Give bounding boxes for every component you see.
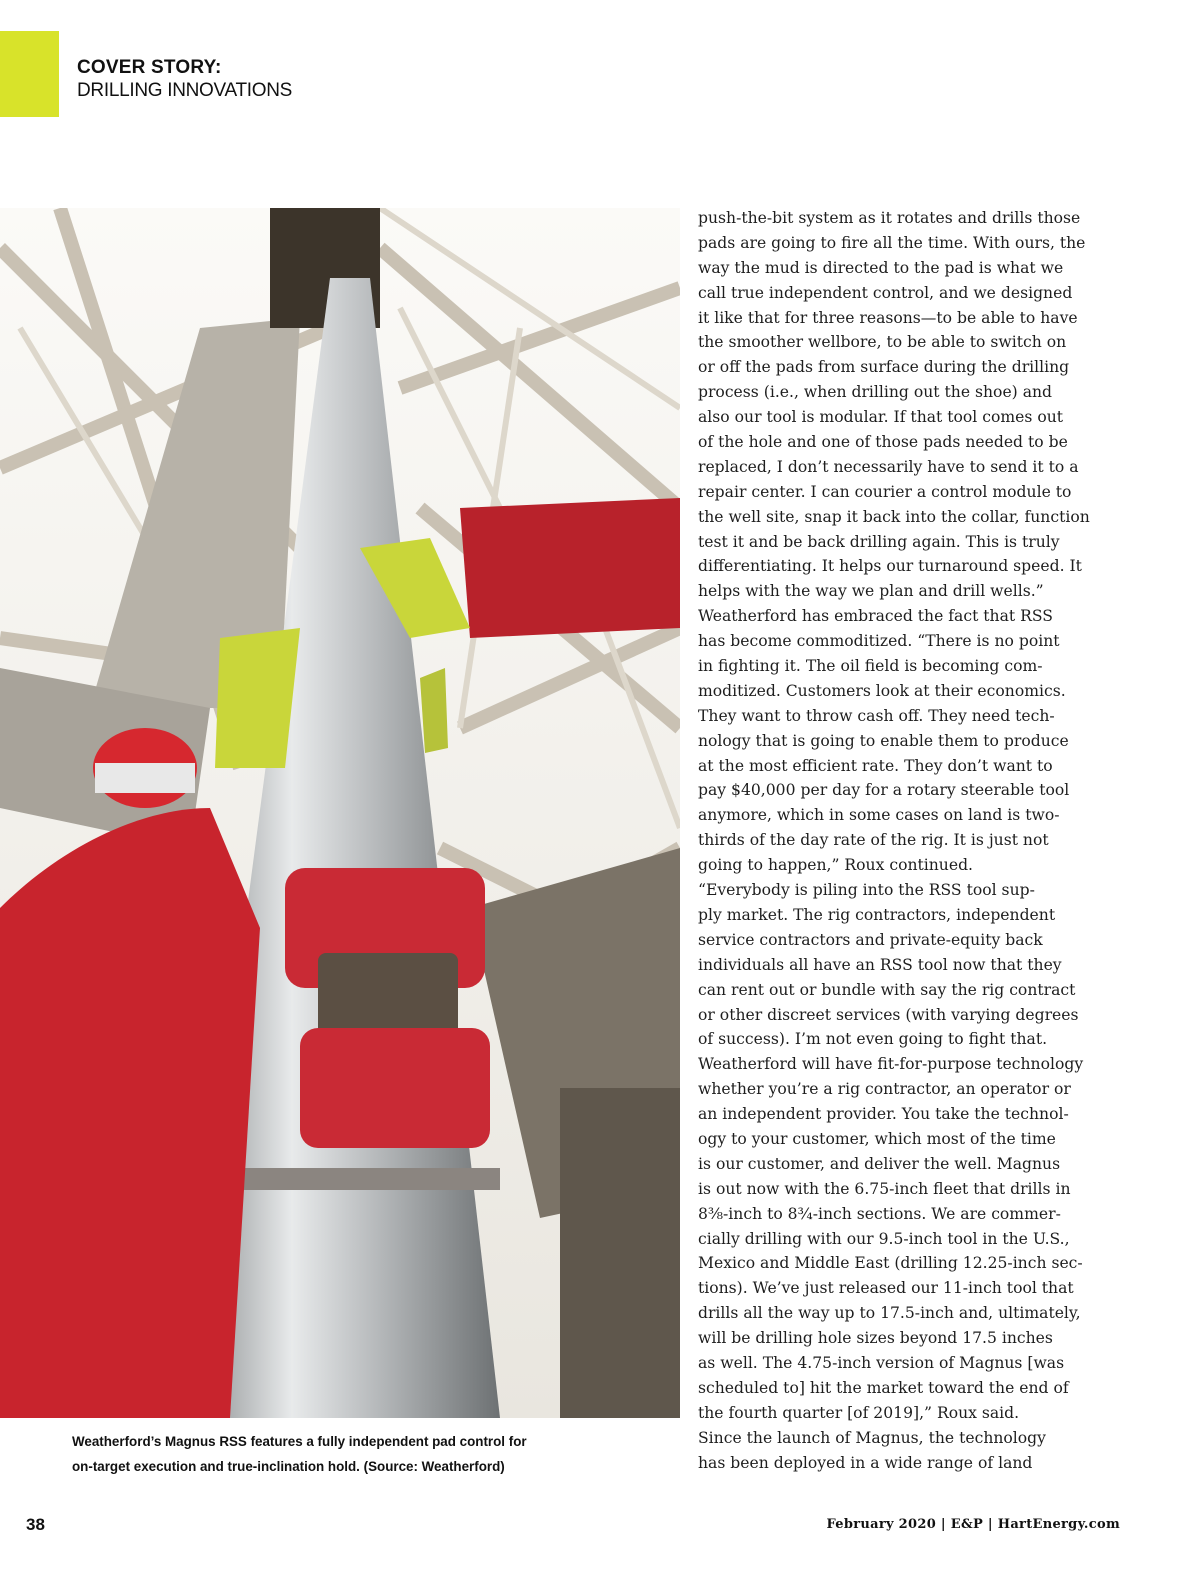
body-line: nology that is going to enable them to produce: [698, 731, 1069, 750]
article-photo: [0, 208, 680, 1418]
body-line: “Everybody is piling into the RSS tool sup-: [698, 881, 1035, 900]
body-line: can rent out or bundle with say the rig contract: [698, 980, 1076, 999]
body-line: it like that for three reasons—to be able to have: [698, 308, 1078, 327]
section-title: DRILLING INNOVATIONS: [77, 80, 292, 101]
body-line: replaced, I don’t necessarily have to send it to a: [698, 457, 1079, 476]
publication-footer: February 2020 | E&P | HartEnergy.com: [826, 1517, 1120, 1532]
body-line: push-the-bit system as it rotates and drills those: [698, 209, 1081, 227]
section-kicker: COVER STORY:: [77, 57, 222, 78]
article-body-column: [698, 206, 1128, 1475]
body-line: the fourth quarter [of 2019],” Roux said.: [698, 1403, 1020, 1422]
body-line: call true independent control, and we designed: [698, 283, 1073, 302]
body-line: 8⅜-inch to 8¾-inch sections. We are commer-: [698, 1204, 1061, 1223]
body-line: is out now with the 6.75-inch fleet that drills in: [698, 1179, 1071, 1198]
body-line: an independent provider. You take the technol-: [698, 1105, 1069, 1124]
body-line: pads are going to fire all the time. With ours, the: [698, 233, 1086, 252]
rss-tool-photo-illustration: [0, 208, 680, 1418]
body-line: the well site, snap it back into the collar, function: [698, 507, 1090, 526]
body-line: They want to throw cash off. They need tech-: [698, 706, 1055, 725]
body-line: thirds of the day rate of the rig. It is just not: [698, 831, 1049, 850]
body-line: moditized. Customers look at their economics.: [698, 681, 1066, 700]
body-line: Weatherford will have fit-for-purpose technology: [698, 1055, 1084, 1074]
body-line: anymore, which in some cases on land is two-: [698, 806, 1060, 825]
body-line: or other discreet services (with varying degrees: [698, 1005, 1079, 1024]
body-line: as well. The 4.75-inch version of Magnus [was: [698, 1353, 1065, 1372]
photo-caption: [72, 1429, 632, 1479]
caption-line: Weatherford’s Magnus RSS features a fully independent pad control for: [72, 1434, 527, 1449]
body-line: also our tool is modular. If that tool comes out: [698, 408, 1064, 427]
body-line: of success). I’m not even going to fight that.: [698, 1030, 1048, 1049]
body-line: differentiating. It helps our turnaround speed. It: [698, 557, 1082, 576]
body-line: or off the pads from surface during the drilling: [698, 358, 1070, 377]
body-line: has become commoditized. “There is no point: [698, 632, 1060, 651]
body-line: helps with the way we plan and drill wells.”: [698, 582, 1044, 601]
body-line: test it and be back drilling again. This is truly: [698, 532, 1060, 551]
caption-line: on-target execution and true-inclination hold. (Source: Weatherford): [72, 1459, 505, 1474]
body-line: scheduled to] hit the market toward the end of: [698, 1378, 1069, 1397]
body-line: Mexico and Middle East (drilling 12.25-inch sec-: [698, 1254, 1083, 1273]
body-line: ogy to your customer, which most of the time: [698, 1129, 1056, 1148]
body-line: will be drilling hole sizes beyond 17.5 inches: [698, 1329, 1053, 1348]
body-line: individuals all have an RSS tool now that they: [698, 955, 1062, 974]
body-line: Since the launch of Magnus, the technology: [698, 1428, 1046, 1447]
page-number: 38: [26, 1515, 45, 1534]
body-line: going to happen,” Roux continued.: [698, 856, 974, 875]
body-line: Weatherford has embraced the fact that RSS: [698, 607, 1053, 626]
body-line: cially drilling with our 9.5-inch tool in the U.S.,: [698, 1229, 1070, 1248]
body-line: ply market. The rig contractors, independent: [698, 905, 1056, 924]
body-line: pay $40,000 per day for a rotary steerable tool: [698, 781, 1070, 800]
body-line: the smoother wellbore, to be able to switch on: [698, 333, 1067, 352]
body-line: way the mud is directed to the pad is what we: [698, 258, 1064, 277]
body-line: tions). We’ve just released our 11-inch tool that: [698, 1279, 1074, 1298]
body-line: whether you’re a rig contractor, an operator or: [698, 1080, 1071, 1099]
section-tab-accent: [0, 31, 59, 117]
body-line: drills all the way up to 17.5-inch and, ultimately,: [698, 1304, 1081, 1323]
body-line: in fighting it. The oil field is becoming com-: [698, 657, 1043, 676]
body-line: is our customer, and deliver the well. Magnus: [698, 1154, 1061, 1173]
body-line: at the most efficient rate. They don’t want to: [698, 756, 1053, 775]
body-line: has been deployed in a wide range of land: [698, 1453, 1033, 1472]
body-line: repair center. I can courier a control module to: [698, 482, 1072, 501]
body-line: service contractors and private-equity back: [698, 930, 1043, 949]
body-line: of the hole and one of those pads needed to be: [698, 433, 1068, 452]
body-line: process (i.e., when drilling out the shoe) and: [698, 383, 1053, 402]
